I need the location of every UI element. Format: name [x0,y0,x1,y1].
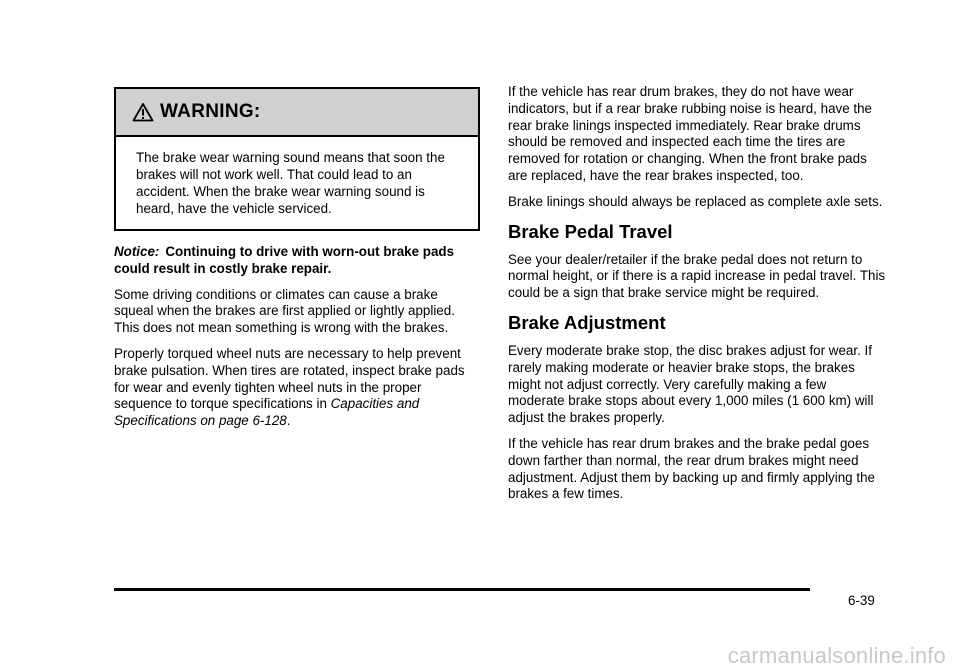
notice-label: Notice: [114,244,160,259]
watermark: carmanualsonline.info [727,643,946,668]
wheel-nuts-end: . [286,413,291,429]
notice [114,244,480,278]
footer-rule [114,588,810,591]
wheel-nuts-text: Properly torqued wheel nuts are necessary to help prevent brake pulsation. When tires are rotated, inspect brake pads for wear and evenly tighten wheel nuts in the proper sequence to torque specifications in [114,345,465,412]
right-column [508,84,886,512]
paragraph-rear-drum: If the vehicle has rear drum brakes, they do not have wear indicators, but if a rear brake rubbing noise is heard, have the rear brake linings inspected immediately. Rear brake drums should be removed and inspected each time the tires are removed for rotation or changing. When the front brake pads are replaced, have the rear brakes inspected, too. [508,84,872,183]
warning-body: The brake wear warning sound means that soon the brakes will not work well. That could lead to an accident. When the brake wear warning sound is heard, have the vehicle serviced. [136,150,445,216]
paragraph-wheel-nuts [114,346,480,430]
paragraph-drum-adjust: If the vehicle has rear drum brakes and the brake pedal goes down farther than normal, the rear drum brakes might need adjustment. Adjust them by backing up and firmly applying the brakes a few times. [508,435,875,502]
paragraph-disc-adjust: Every moderate brake stop, the disc brakes adjust for wear. If rarely making moderate or heavier brake stops, the brakes might not adjust correctly. Very carefully making a few moderate brake stops about every 1,000 miles (1 600 km) will adjust the brakes properly. [508,342,874,426]
capacities-reference-link[interactable]: Capacities and Specifications on page 6‑128 [114,396,420,429]
warning-box [114,87,480,231]
notice-text: Continuing to drive with worn-out brake pads could result in costly brake repair. [114,244,455,276]
left-column [114,87,480,439]
warning-triangle-icon [132,102,154,122]
warning-title: WARNING: [160,101,261,122]
paragraph-brake-squeal: Some driving conditions or climates can cause a brake squeal when the brakes are first applied or lightly applied. This does not mean something is wrong with the brakes. [114,286,455,336]
heading-brake-pedal-travel: Brake Pedal Travel [508,220,673,242]
page-number: 6-39 [848,593,875,608]
heading-brake-adjustment: Brake Adjustment [508,311,666,333]
paragraph-linings: Brake linings should always be replaced as complete axle sets. [508,193,883,209]
warning-header [116,89,478,137]
paragraph-pedal-travel: See your dealer/retailer if the brake pedal does not return to normal height, or if there is a rapid increase in pedal travel. This could be a sign that brake service might be required. [508,251,886,301]
